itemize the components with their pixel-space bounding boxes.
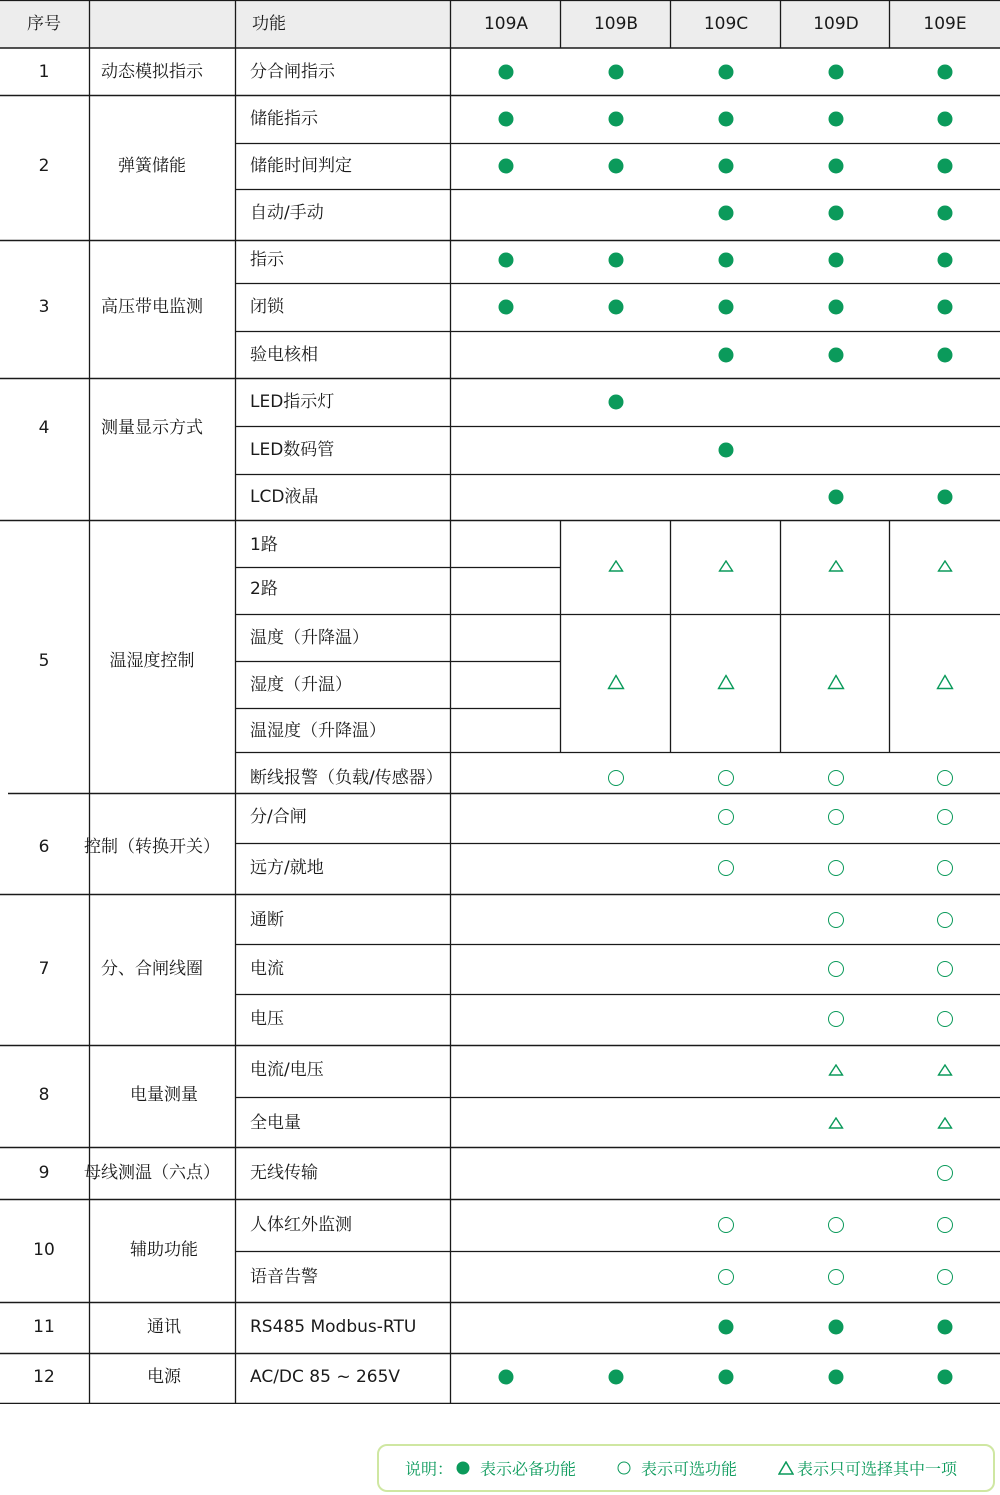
required-dot-icon — [938, 1370, 953, 1385]
feature-label: 温度（升降温） — [250, 628, 369, 648]
optional-ring-icon — [718, 809, 734, 825]
group-number: 10 — [33, 1240, 55, 1260]
required-dot-icon — [938, 159, 953, 174]
feature-label: 分合闸指示 — [250, 62, 335, 82]
required-dot-icon — [829, 206, 844, 221]
feature-label: 储能指示 — [250, 109, 318, 129]
optional-ring-icon — [718, 1217, 734, 1233]
required-dot-icon — [938, 1320, 953, 1335]
required-dot-icon — [499, 253, 514, 268]
optional-ring-icon — [618, 1462, 631, 1475]
feature-label: 指示 — [250, 250, 284, 270]
required-dot-icon — [829, 253, 844, 268]
required-dot-icon — [938, 348, 953, 363]
group-number: 3 — [38, 297, 50, 317]
group-number: 6 — [38, 837, 50, 857]
required-dot-icon — [938, 65, 953, 80]
feature-label: 电流 — [250, 959, 284, 979]
group-number: 11 — [33, 1317, 55, 1337]
required-dot-icon — [499, 65, 514, 80]
required-dot-icon — [938, 112, 953, 127]
optional-ring-icon — [718, 770, 734, 786]
feature-label: LCD液晶 — [250, 487, 319, 507]
required-dot-icon — [719, 300, 734, 315]
required-dot-icon — [829, 65, 844, 80]
required-dot-icon — [829, 1370, 844, 1385]
feature-label: 远方/就地 — [250, 858, 324, 878]
group-name: 电源 — [147, 1367, 181, 1387]
feature-label: RS485 Modbus-RTU — [250, 1317, 417, 1337]
required-dot-icon — [829, 112, 844, 127]
optional-ring-icon — [718, 860, 734, 876]
required-dot-icon — [499, 159, 514, 174]
required-dot-icon — [829, 300, 844, 315]
group-name: 测量显示方式 — [101, 418, 203, 438]
required-dot-icon — [609, 395, 624, 410]
feature-label: 电压 — [250, 1009, 284, 1029]
feature-label: 人体红外监测 — [250, 1215, 352, 1235]
header-model-109D: 109D — [813, 14, 859, 34]
required-dot-icon — [609, 300, 624, 315]
optional-ring-icon — [937, 912, 953, 928]
feature-label: LED数码管 — [250, 440, 335, 460]
optional-ring-icon — [937, 860, 953, 876]
feature-label: 分/合闸 — [250, 807, 307, 827]
required-dot-icon — [938, 490, 953, 505]
required-dot-icon — [609, 112, 624, 127]
feature-label: 语音告警 — [250, 1267, 318, 1287]
required-dot-icon — [719, 253, 734, 268]
required-dot-icon — [938, 253, 953, 268]
group-name: 温湿度控制 — [109, 651, 195, 671]
group-name: 控制（转换开关） — [84, 837, 220, 857]
feature-label: AC/DC 85 ~ 265V — [250, 1367, 401, 1387]
header-function: 功能 — [252, 14, 286, 34]
group-name: 动态模拟指示 — [101, 62, 203, 82]
legend-choose-one: 表示只可选择其中一项 — [797, 1459, 958, 1479]
feature-label: 电流/电压 — [250, 1060, 324, 1080]
group-name: 电量测量 — [130, 1085, 198, 1105]
feature-label: 全电量 — [250, 1113, 301, 1133]
required-dot-icon — [499, 112, 514, 127]
required-dot-icon — [829, 490, 844, 505]
required-dot-icon — [719, 206, 734, 221]
feature-label: 通断 — [250, 910, 284, 930]
required-dot-icon — [457, 1462, 470, 1475]
required-dot-icon — [719, 112, 734, 127]
feature-label: LED指示灯 — [250, 392, 335, 412]
group-name: 高压带电监测 — [101, 297, 203, 317]
optional-ring-icon — [937, 1011, 953, 1027]
legend-required: 表示必备功能 — [480, 1459, 577, 1479]
required-dot-icon — [829, 1320, 844, 1335]
group-number: 12 — [33, 1367, 55, 1387]
header-model-109E: 109E — [923, 14, 967, 34]
group-number: 5 — [38, 651, 50, 671]
feature-label: 储能时间判定 — [250, 156, 352, 176]
header-seq: 序号 — [27, 14, 61, 34]
optional-ring-icon — [937, 1165, 953, 1181]
feature-label: 2路 — [250, 579, 278, 599]
feature-label: 温湿度（升降温） — [250, 721, 386, 741]
feature-label: 闭锁 — [250, 297, 284, 317]
group-name: 辅助功能 — [130, 1240, 198, 1260]
required-dot-icon — [499, 1370, 514, 1385]
required-dot-icon — [719, 65, 734, 80]
required-dot-icon — [719, 1370, 734, 1385]
feature-label: 验电核相 — [250, 345, 318, 365]
group-number: 9 — [38, 1163, 50, 1183]
legend-box — [377, 1444, 995, 1492]
required-dot-icon — [719, 443, 734, 458]
required-dot-icon — [609, 253, 624, 268]
required-dot-icon — [499, 300, 514, 315]
group-number: 8 — [38, 1085, 50, 1105]
group-number: 4 — [38, 418, 50, 438]
optional-ring-icon — [937, 961, 953, 977]
optional-ring-icon — [937, 1217, 953, 1233]
optional-ring-icon — [828, 809, 844, 825]
feature-label: 自动/手动 — [250, 203, 324, 223]
required-dot-icon — [609, 65, 624, 80]
optional-ring-icon — [828, 1217, 844, 1233]
required-dot-icon — [829, 348, 844, 363]
optional-ring-icon — [718, 1269, 734, 1285]
optional-ring-icon — [937, 770, 953, 786]
required-dot-icon — [609, 1370, 624, 1385]
feature-label: 湿度（升温） — [250, 675, 352, 695]
required-dot-icon — [609, 159, 624, 174]
optional-ring-icon — [608, 770, 624, 786]
feature-label: 无线传输 — [250, 1163, 318, 1183]
header-model-109B: 109B — [593, 14, 639, 34]
optional-ring-icon — [828, 770, 844, 786]
group-name: 分、合闸线圈 — [101, 959, 203, 979]
required-dot-icon — [938, 300, 953, 315]
optional-ring-icon — [937, 809, 953, 825]
feature-label: 1路 — [250, 535, 278, 555]
optional-ring-icon — [828, 860, 844, 876]
required-dot-icon — [829, 159, 844, 174]
group-name: 通讯 — [147, 1317, 181, 1337]
group-number: 7 — [38, 959, 50, 979]
feature-label: 断线报警（负载/传感器） — [250, 768, 443, 788]
optional-ring-icon — [937, 1269, 953, 1285]
optional-ring-icon — [828, 912, 844, 928]
required-dot-icon — [719, 1320, 734, 1335]
optional-ring-icon — [828, 1269, 844, 1285]
optional-ring-icon — [828, 961, 844, 977]
legend-optional: 表示可选功能 — [641, 1459, 738, 1479]
required-dot-icon — [938, 206, 953, 221]
group-name: 弹簧储能 — [118, 156, 186, 176]
required-dot-icon — [719, 159, 734, 174]
group-number: 1 — [38, 62, 50, 82]
required-dot-icon — [719, 348, 734, 363]
optional-ring-icon — [828, 1011, 844, 1027]
legend-prefix: 说明： — [405, 1459, 454, 1479]
group-name: 母线测温（六点） — [84, 1163, 220, 1183]
header-model-109A: 109A — [483, 14, 529, 34]
group-number: 2 — [38, 156, 50, 176]
header-model-109C: 109C — [703, 14, 749, 34]
